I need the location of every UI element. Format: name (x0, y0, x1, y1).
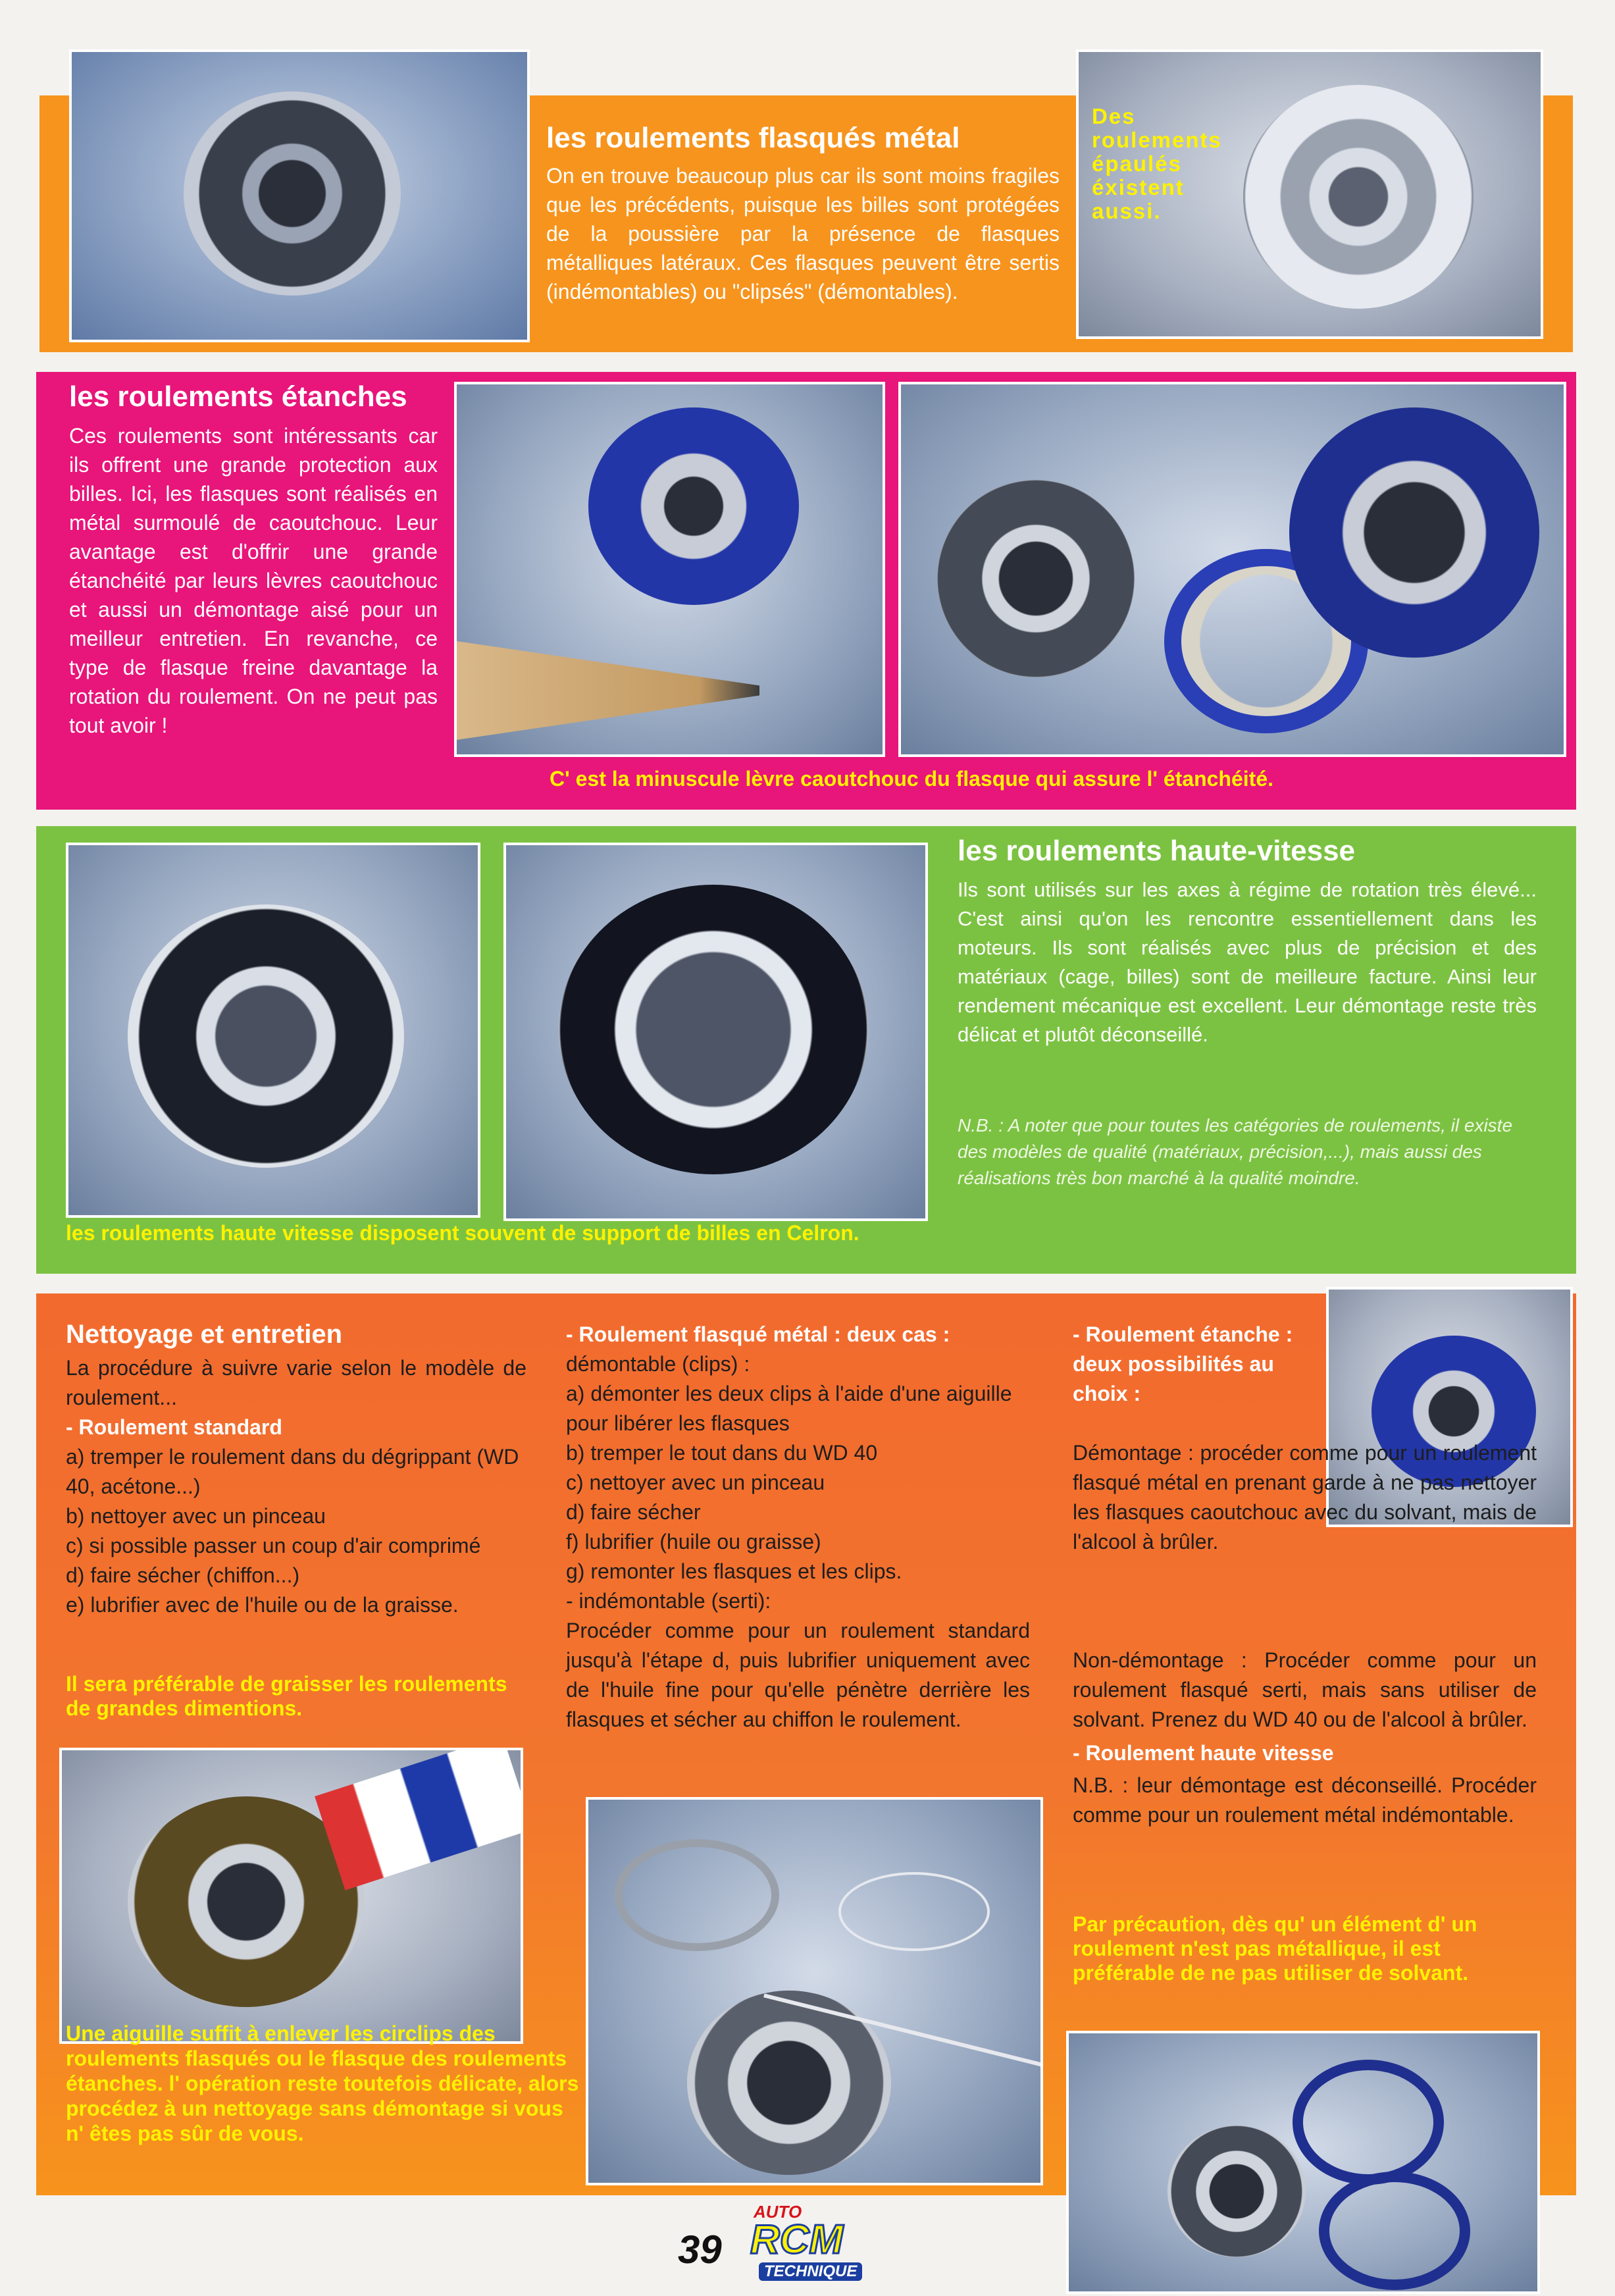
bearing-outer-ring (184, 91, 401, 296)
photo-bearing-flanged (1076, 49, 1543, 339)
section-note-haute-vitesse: N.B. : A noter que pour toutes les catégories de roulements, il existe des modèles de qualité (matériaux, précision,...), mais aussi des réalisations très bon marché à la qualité moindre. (958, 1115, 1513, 1188)
section-body-haute-vitesse: Ils sont utilisés sur les axes à régime de rotation très élevé... C'est ainsi qu'on les rencontre essentiellement dans les moteurs. Ils sont réalisés avec plus de précision et des matériaux (cage, billes) sont de meilleure facture. Ainsi leur rendement mécanique est excellent. Leur démontage reste très délicat et plutôt déconseillé. (958, 878, 1537, 1046)
seal-ring-bottom (1319, 2172, 1470, 2290)
grease-tube (315, 1748, 523, 1891)
photo-needle-circlip (586, 1797, 1043, 2185)
bearing-blue-large (1289, 407, 1539, 658)
section-title-etanches: les roulements étanches (69, 380, 407, 413)
bearing-small-open (1167, 2126, 1306, 2257)
section-title-haute-vitesse: les roulements haute-vitesse (958, 835, 1356, 867)
std-step-e: e) lubrifier avec de l'huile ou de la graisse. (66, 1593, 459, 1617)
heading-haute-vitesse: - Roulement haute vitesse (1073, 1741, 1334, 1765)
photo-hs-bearing-open (503, 843, 928, 1221)
metal-step-a: a) démonter les deux clips à l'aide d'une aiguille pour libérer les flasques (566, 1382, 1012, 1435)
column-etanche (1073, 1320, 1316, 1409)
caption-graisser: Il sera préférable de graisser les roulements de grandes dimentions. (66, 1672, 507, 1720)
page-number: 39 (678, 2228, 722, 2272)
seal-ring-top (1293, 2060, 1444, 2185)
logo-rcm: RCM (750, 2217, 844, 2262)
photo-sealed-bearing-parts (898, 382, 1566, 757)
caption-precaution: Par précaution, dès qu' un élément d' un roulement n'est pas métallique, il est préférable de ne pas utiliser de solvant. (1073, 1912, 1477, 1985)
metal-step-g: g) remonter les flasques et les clips. (566, 1559, 902, 1583)
heading-etanche: - Roulement étanche : deux possibilités au choix : (1073, 1322, 1293, 1405)
photo-bearing-metal-shield (69, 49, 530, 342)
std-step-c: c) si possible passer un coup d'air comprimé (66, 1534, 481, 1557)
seal-nondemontage-text: Non-démontage : Procéder comme pour un roulement flasqué serti, mais sans utiliser de solvant. Prenez du WD 40 ou de l'alcool à brûler. (1073, 1648, 1537, 1731)
photo-bearing-seals (1066, 2031, 1540, 2294)
seal-demontage-text: Démontage : procéder comme pour un roulement flasqué métal en prenant garde à ne pas nettoyer les flasques caoutchouc avec du solvant, mais de l'alcool à brûler. (1073, 1441, 1537, 1553)
std-step-b: b) nettoyer avec un pinceau (66, 1504, 326, 1528)
caption-celron: les roulements haute vitesse disposent souvent de support de billes en Celron. (66, 1221, 859, 1245)
metal-step-f: f) lubrifier (huile ou graisse) (566, 1530, 821, 1553)
std-step-d: d) faire sécher (chiffon...) (66, 1563, 300, 1587)
hs-note-text: N.B. : leur démontage est déconseillé. Procéder comme pour un roulement métal indémontable. (1073, 1773, 1537, 1827)
column-etanche-cont (1073, 1646, 1537, 1830)
circlip-ring (615, 1839, 779, 1951)
bearing-flanged-ring (1243, 85, 1474, 309)
bearing-blue-seal (588, 407, 799, 605)
shield-ring (838, 1872, 990, 1951)
logo-auto: AUTO (754, 2202, 802, 2222)
section-body-flasques-metal: On en trouve beaucoup plus car ils sont moins fragiles que les précédents, puisque les billes sont protégées de la poussière par la présence de flasques métalliques latéraux. Ces flasques peuvent être sertis (indémontables) ou "clipsés" (démontables). (546, 164, 1060, 303)
footer (678, 2202, 875, 2287)
metal-step-d: d) faire sécher (566, 1500, 701, 1524)
caption-flanged: Des roulements épaulés éxistent aussi. (1092, 104, 1222, 223)
bearing-hs-2 (559, 885, 868, 1174)
section-body-etanches: Ces roulements sont intéressants car ils offrent une grande protection aux billes. Ici, les flasques sont réalisés en métal surmoulé de caoutchouc. Leur avantage est d'offrir une grande étanchéité par leurs lèvres caoutchouc et aussi un démontage aisé pour un meilleur entretien. En revanche, ce type de flasque freine davantage la rotation du roulement. On ne peut pas tout avoir ! (69, 424, 438, 737)
photo-sealed-bearing-pencil (454, 382, 885, 757)
magazine-logo (727, 2202, 875, 2284)
caption-etancheite: C' est la minuscule lèvre caoutchouc du flasque qui assure l' étanchéité. (550, 767, 1273, 791)
heading-roulement-standard: - Roulement standard (66, 1415, 282, 1439)
section-title-nettoyage: Nettoyage et entretien (66, 1320, 343, 1349)
section-title-flasques-metal: les roulements flasqués métal (546, 122, 960, 154)
metal-step-c: c) nettoyer avec un pinceau (566, 1471, 825, 1494)
heading-flasque-metal: - Roulement flasqué métal : deux cas : (566, 1322, 950, 1346)
metal-step-b: b) tremper le tout dans du WD 40 (566, 1441, 878, 1465)
photo-hs-bearing-sealed (66, 843, 480, 1218)
column-standard (66, 1320, 526, 1620)
metal-serti-text: Procéder comme pour un roulement standard jusqu'à l'étape d, puis lubrifier uniquement avec de l'huile fine pour qu'elle pénètre derrière les flasques et sécher au chiffon le roulement. (566, 1619, 1030, 1731)
photo-greasing-bearing (59, 1748, 523, 2044)
logo-technique: TECHNIQUE (759, 2262, 862, 2281)
pencil-tip (457, 641, 759, 740)
metal-indemontable: - indémontable (serti): (566, 1589, 771, 1613)
metal-demontable: démontable (clips) : (566, 1352, 750, 1376)
caption-aiguille: Une aiguille suffit à enlever les circlips des roulements flasqués ou le flasque des roulements étanches. l' opération reste toutefois délicate, alors procédez à un nettoyage sans démontage si vous n' êtes pas sûr de vous. (66, 2022, 579, 2145)
column-flasque-metal (566, 1320, 1030, 1735)
bearing-open-balls (937, 480, 1135, 677)
std-step-a: a) tremper le roulement dans du dégrippant (WD 40, acétone...) (66, 1445, 519, 1498)
intro-text: La procédure à suivre varie selon le modèle de roulement... (66, 1356, 526, 1409)
bearing-hs-1 (128, 904, 404, 1168)
